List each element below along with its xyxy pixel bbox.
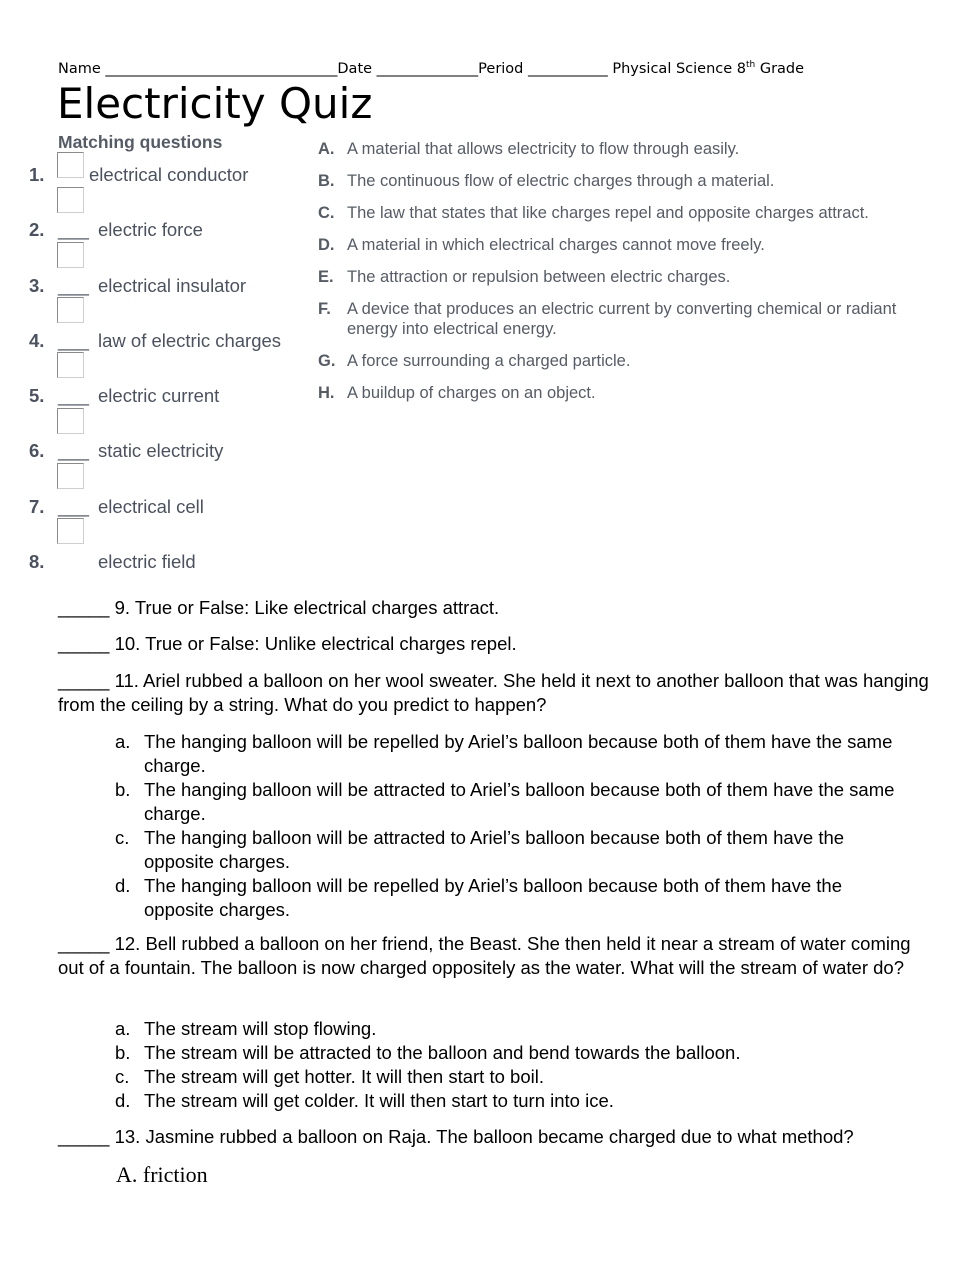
matching-term: static electricity [98, 440, 224, 461]
option-text: The stream will get hotter. It will then start to boil. [144, 1066, 544, 1087]
period-blank: ___________ [528, 60, 608, 77]
definition-text: The attraction or repulsion between electric charges. [347, 268, 731, 286]
answer-box-2[interactable] [57, 187, 84, 213]
matching-number: 3. [29, 275, 45, 296]
date-label: Date [337, 60, 373, 77]
matching-item [0, 330, 320, 354]
question-9: _____ 9. True or False: Like electrical charges attract. [58, 597, 500, 618]
question-11: _____ 11. Ariel rubbed a balloon on her wool sweater. She held it next to another balloon that was hanging from the ceiling by a string. What do you predict to happen? [58, 670, 929, 715]
option-item [115, 1089, 905, 1113]
definition-item [318, 235, 948, 255]
definition-item [318, 171, 948, 191]
period-label: Period [478, 60, 524, 77]
option-text: The hanging balloon will be attracted to Ariel’s balloon because both of them have the same charge. [144, 779, 895, 824]
matching-number: 6. [29, 440, 45, 461]
date-blank: ______________ [376, 60, 479, 77]
option-text: The stream will get colder. It will then start to turn into ice. [144, 1090, 614, 1111]
definition-text: A material that allows electricity to flow through easily. [347, 140, 740, 158]
definition-text: A device that produces an electric current by converting chemical or radiant energy into electrical energy. [347, 300, 897, 338]
option-item [115, 1041, 905, 1065]
name-blank: ________________________________ [105, 60, 338, 77]
definitions-list [318, 139, 948, 415]
option-text: The hanging balloon will be attracted to Ariel’s balloon because both of them have the opposite charges. [144, 827, 845, 872]
option-letter: b. [115, 1042, 131, 1063]
option-text: The hanging balloon will be repelled by Ariel’s balloon because both of them have the same charge. [144, 731, 893, 776]
matching-term: law of electric charges [98, 330, 282, 351]
definition-item [318, 267, 948, 287]
matching-term: electric current [98, 385, 220, 406]
matching-term: electrical conductor [89, 164, 249, 185]
option-item [115, 1065, 905, 1089]
option-item [115, 1017, 905, 1041]
matching-term: electrical insulator [98, 275, 247, 296]
question-12-options [115, 1017, 905, 1113]
definition-text: The law that states that like charges repel and opposite charges attract. [347, 204, 869, 222]
answer-box-4[interactable] [57, 297, 84, 323]
matching-number: 7. [29, 496, 45, 517]
definition-letter: G. [318, 352, 336, 370]
header-line [58, 60, 804, 77]
option-text: The hanging balloon will be repelled by Ariel’s balloon because both of them have the opposite charges. [144, 875, 842, 920]
matching-number: 5. [29, 385, 45, 406]
grade-suffix: th [746, 60, 756, 70]
question-12: _____ 12. Bell rubbed a balloon on her friend, the Beast. She then held it near a stream of water coming out of a fountain. The balloon is now charged oppositely as the water. What will the stream of water do? [58, 933, 911, 978]
option-item [115, 874, 905, 922]
option-text: The stream will be attracted to the balloon and bend towards the balloon. [144, 1042, 741, 1063]
definition-text: The continuous flow of electric charges through a material. [347, 172, 775, 190]
definition-letter: F. [318, 300, 331, 318]
definition-letter: B. [318, 172, 335, 190]
option-letter: c. [115, 827, 130, 848]
matching-term: electrical cell [98, 496, 204, 517]
definition-letter: D. [318, 236, 335, 254]
definition-text: A force surrounding a charged particle. [347, 352, 631, 370]
option-letter: b. [115, 779, 131, 800]
definition-letter: H. [318, 384, 335, 402]
option-letter: d. [115, 875, 131, 896]
matching-heading: Matching questions [58, 132, 223, 152]
definition-item [318, 383, 948, 403]
matching-blank: ___ [58, 219, 89, 240]
matching-number: 8. [29, 551, 45, 572]
matching-blank: ___ [58, 440, 89, 461]
matching-number: 2. [29, 219, 45, 240]
matching-item [0, 275, 320, 299]
matching-blank: ___ [58, 330, 89, 351]
definition-item [318, 203, 948, 223]
answer-box-5[interactable] [57, 352, 84, 378]
definition-item [318, 299, 948, 339]
question-13-answer-a: A. friction [116, 1162, 208, 1187]
definition-text: A buildup of charges on an object. [347, 384, 596, 402]
matching-blank: ___ [58, 496, 89, 517]
matching-blank: ___ [58, 275, 89, 296]
definition-item [318, 351, 948, 371]
matching-number: 4. [29, 330, 45, 351]
option-item [115, 778, 905, 826]
definition-item [318, 139, 948, 159]
matching-term: electric force [98, 219, 203, 240]
answer-box-3[interactable] [57, 242, 84, 268]
matching-item [0, 219, 320, 243]
definition-text: A material in which electrical charges cannot move freely. [347, 236, 765, 254]
matching-item [0, 440, 320, 464]
matching-item [0, 496, 320, 520]
definition-letter: C. [318, 204, 335, 222]
option-letter: a. [115, 731, 131, 752]
option-item [115, 826, 905, 874]
question-13: _____ 13. Jasmine rubbed a balloon on Raja. The balloon became charged due to what method? [58, 1126, 854, 1147]
option-text: The stream will stop flowing. [144, 1018, 377, 1039]
answer-box-8[interactable] [57, 518, 84, 544]
name-label: Name [58, 60, 101, 77]
question-10: _____ 10. True or False: Unlike electrical charges repel. [58, 633, 517, 654]
option-letter: a. [115, 1018, 131, 1039]
page-title: Electricity Quiz [57, 79, 373, 128]
definition-letter: E. [318, 268, 334, 286]
course-text: Physical Science 8 [612, 60, 746, 77]
matching-term: electric field [98, 551, 196, 572]
option-item [115, 730, 905, 778]
definition-letter: A. [318, 140, 335, 158]
question-11-options [115, 730, 905, 922]
matching-number: 1. [29, 164, 45, 185]
matching-item [0, 551, 320, 575]
answer-box-7[interactable] [57, 463, 84, 489]
matching-item [0, 385, 320, 409]
option-letter: c. [115, 1066, 130, 1087]
grade-word: Grade [759, 60, 805, 77]
option-letter: d. [115, 1090, 131, 1111]
answer-box-6[interactable] [57, 408, 84, 434]
matching-blank: ___ [58, 385, 89, 406]
matching-item [0, 164, 320, 188]
